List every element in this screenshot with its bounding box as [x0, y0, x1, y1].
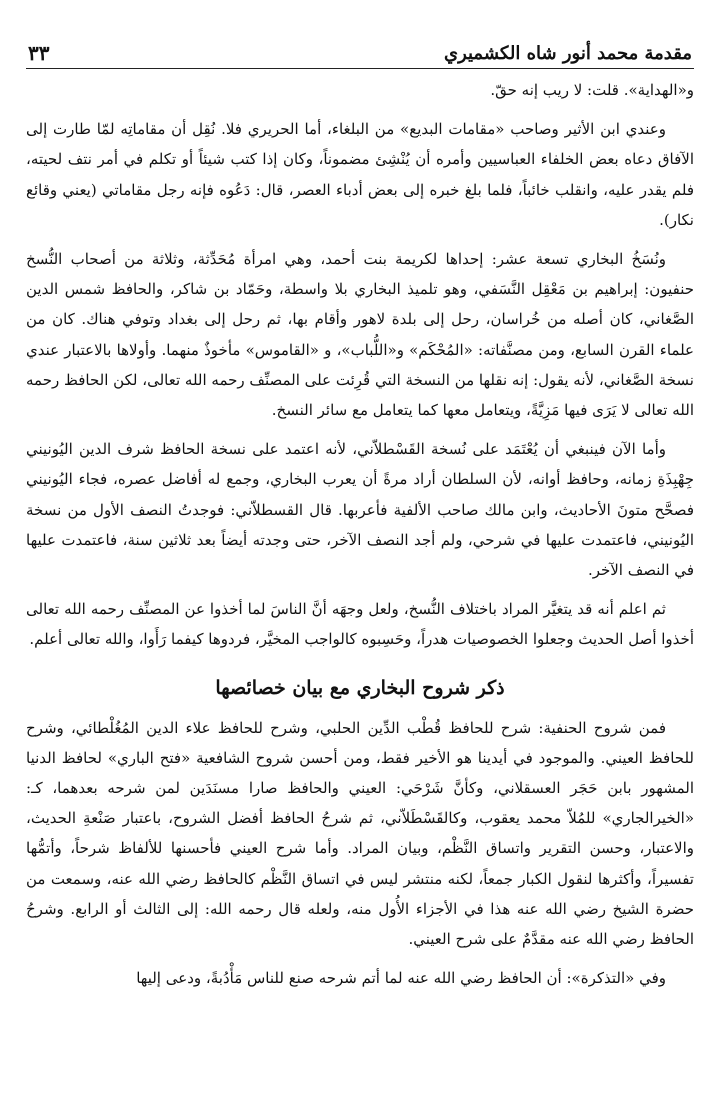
paragraph: وعندي ابن الأثير وصاحب «مقامات البديع» من البلغاء، أما الحريري فلا. نُقِل أن مقاماتِه لمّا طارت إلى الآفاق دعاه بعض الخلفاء العباسيين وأمره أن يُنْشِئ مضموناً، وكان إذا كتب شيئاً أو تكلم في أمر نتف لحيته، فلم يقدر عليه، وانقلب خائباً، فلما بلغ خبره إلى بعض أدباء العصر، قال: دَعُوه فإنه رجل مقاماتي (يعني وقائع نكار). — [26, 120, 694, 229]
running-header — [26, 28, 694, 69]
section-heading: ذكر شروح البخاري مع بيان خصائصها — [215, 676, 505, 699]
paragraph: ثم اعلم أنه قد يتغيَّر المراد باختلاف النُّسخ، ولعل وجهَه أنَّ الناسَ لما أخذوا عن المصنِّف رحمه الله تعالى أخذوا أصل الحديث وجعلوا الخصوصيات هدراً، وحَسِبوه كالواجب المخيَّر، فردوها كيفما رَأَوا، والله تعالى أعلم. — [26, 600, 694, 649]
body-text — [26, 75, 694, 993]
paragraph: فمن شروح الحنفية: شرح للحافظ قُطْب الدِّين الحلبي، وشرح للحافظ علاء الدين المُغُلْطائي، وشرح للحافظ العيني. والموجود في أيدينا هو الأخير فقط، ومن أحسن شروح الشافعية «فتح الباري» لحافظ الدنيا المشهور بابن حَجَر العسقلاني، وكأنَّ شَرْحَي: العيني والحافظ صارا مسنَدَين لمن شرحه بعدهما، كـ: «الخيرالجاري» للمُلاّ محمد يعقوب، وكالقَسْطَلاّني، ثم شرحُ الحافظ أفضل الشروح، باعتبار صَنْعةِ الحديث، والاعتبار، وحسن التقرير واتساق النَّظْم، وبيان المراد. وأما شرح العيني فأحسنها للألفاظ شرحاً، وأتمُّها تفسيراً، وأكثرها لنقول الكبار جمعاً، لكنه منتشر ليس في اتساق النَّظْم كالحافظ رضي الله عنه، وسمعت من حضرة الشيخ رضي الله عنه هذا في الأجزاء الأُول منه، ولعله قال رحمه الله: إلى الثالث أو الرابع. وشرحُ الحافظ رضي الله عنه مقدَّمٌ على شرح العيني. — [26, 718, 694, 949]
paragraph: وفي «التذكرة»: أن الحافظ رضي الله عنه لما أتم شرحه صنع للناس مَأْدُبةً، ودعى إليها — [136, 969, 666, 988]
paragraph: وأما الآن فينبغي أن يُعْتَمَد على نُسخة القَسْطلاّني، لأنه اعتمد على نسخة الحافظ شرف الدين اليُونيني جِهْبِذَةِ زمانه، وحافظ أوانه، لأن السلطان أراد مرةً أن يعرب البخاري، وجمع له أفاضل عصره، فجاء اليُونيني فصحَّح متونَ الأحاديث، وابن مالك صاحب الألفية فأعربها. قال القسطلاّني: فوجدتُ النصف الأول من نسخة اليُونيني، فاعتمدت عليها في شرحي، ولم أجد النصف الآخر، حتى وجدته أيضاً بعد ثلاثين سنة، فاعتمدت عليها في النصف الآخر. — [26, 440, 694, 580]
header-title: مقدمة محمد أنور شاه الكشميري — [443, 43, 692, 65]
book-page — [26, 28, 694, 1002]
paragraph: ونُسَخُ البخاري تسعة عشر: إحداها لكريمة بنت أحمد، وهي امرأة مُحَدِّثة، وثلاثة من أصحاب النُّسخ حنفيون: إبراهيم بن مَعْقِل النَّسَفي، وهو تلميذ البخاري بلا واسطة، وحَمّاد بن شاكر، والحافظ شمس الدين الصَّغاني، كان أصله من خُراسان، رحل إلى بلدة لاهور وأقام بها، ثم رحل إلى بغداد وتوفي هناك. كان من علماء القرن السابع، ومن مصنَّفاته: «المُحْكَم» و«اللُّباب»، و «القاموس» مأخوذٌ منهما. وأولاها بالاعتبار عندي نسخة الصَّغاني، لأنه يقول: إنه نقلها من النسخة التي قُرِئت على المصنِّف رحمه الله تعالى، لكن الحافظ رحمه الله تعالى لا يَرَى فيها مَزِيَّةً، ويتعامل معها كما يتعامل مع سائر النسخ. — [26, 250, 694, 420]
paragraph: و«الهداية». قلت: لا ريب إنه حقّ. — [490, 81, 694, 99]
page-number: ٣٣ — [28, 41, 50, 65]
